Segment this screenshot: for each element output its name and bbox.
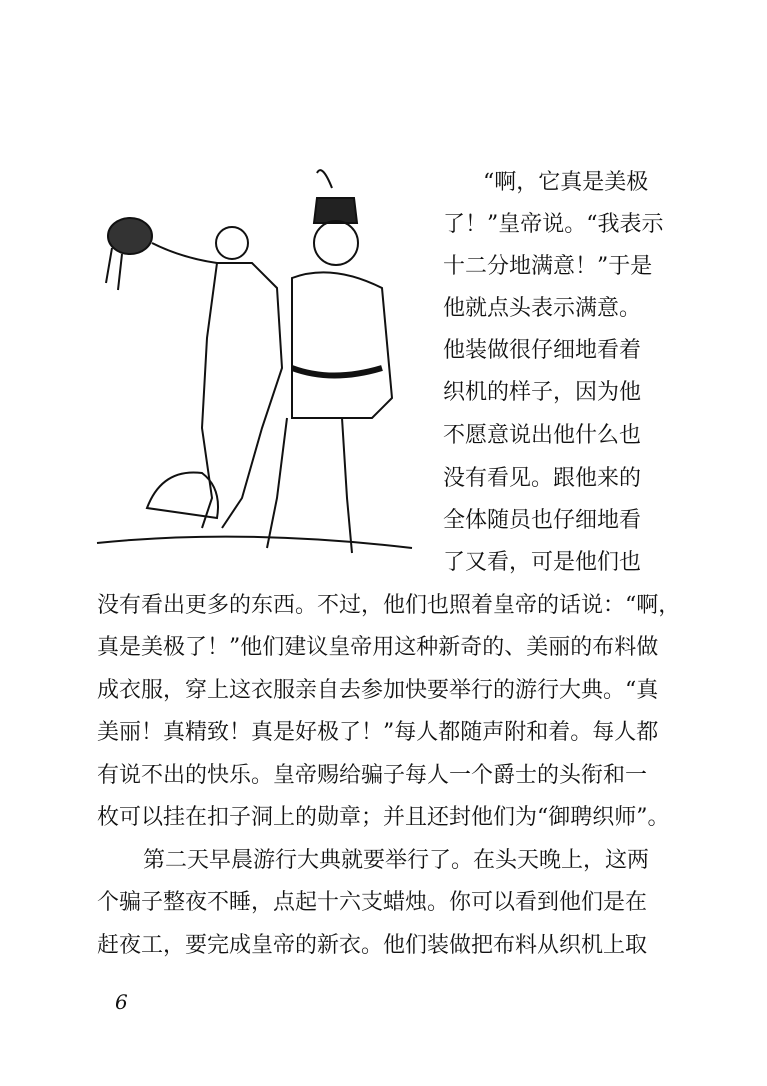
text-line: 他就点头表示满意。 bbox=[443, 296, 642, 321]
page-number: 6 bbox=[115, 990, 128, 1014]
text-line: “啊，它真是美极 bbox=[483, 170, 649, 195]
text-line: 了又看，可是他们也 bbox=[443, 550, 642, 575]
text-line: 他装做很仔细地看着 bbox=[443, 338, 642, 363]
text-line: 赶夜工，要完成皇帝的新衣。他们装做把布料从织机上取 bbox=[97, 933, 648, 958]
text-line: 成衣服，穿上这衣服亲自去参加快要举行的游行大典。“真 bbox=[97, 678, 659, 703]
text-line: 有说不出的快乐。皇帝赐给骗子每人一个爵士的头衔和一 bbox=[97, 763, 648, 788]
illustration-two-men bbox=[92, 168, 422, 583]
text-line: 织机的样子，因为他 bbox=[443, 380, 642, 405]
text-line: 枚可以挂在扣子洞上的勋章；并且还封他们为“御聘织师”。 bbox=[97, 805, 670, 830]
text-line: 美丽！真精致！真是好极了！”每人都随声附和着。每人都 bbox=[97, 720, 659, 745]
text-line: 不愿意说出他什么也 bbox=[443, 423, 642, 448]
text-line: 没有看见。跟他来的 bbox=[443, 466, 642, 491]
text-line: 第二天早晨游行大典就要举行了。在头天晚上，这两 bbox=[143, 848, 650, 873]
text-line: 十二分地满意！”于是 bbox=[443, 254, 653, 279]
text-line: 真是美极了！”他们建议皇帝用这种新奇的、美丽的布料做 bbox=[97, 635, 659, 660]
text-line: 了！”皇帝说。“我表示 bbox=[443, 212, 664, 237]
text-line: 个骗子整夜不睡，点起十六支蜡烛。你可以看到他们是在 bbox=[97, 890, 648, 915]
text-line: 全体随员也仔细地看 bbox=[443, 508, 642, 533]
text-line: 没有看出更多的东西。不过，他们也照着皇帝的话说：“啊， bbox=[97, 593, 681, 618]
